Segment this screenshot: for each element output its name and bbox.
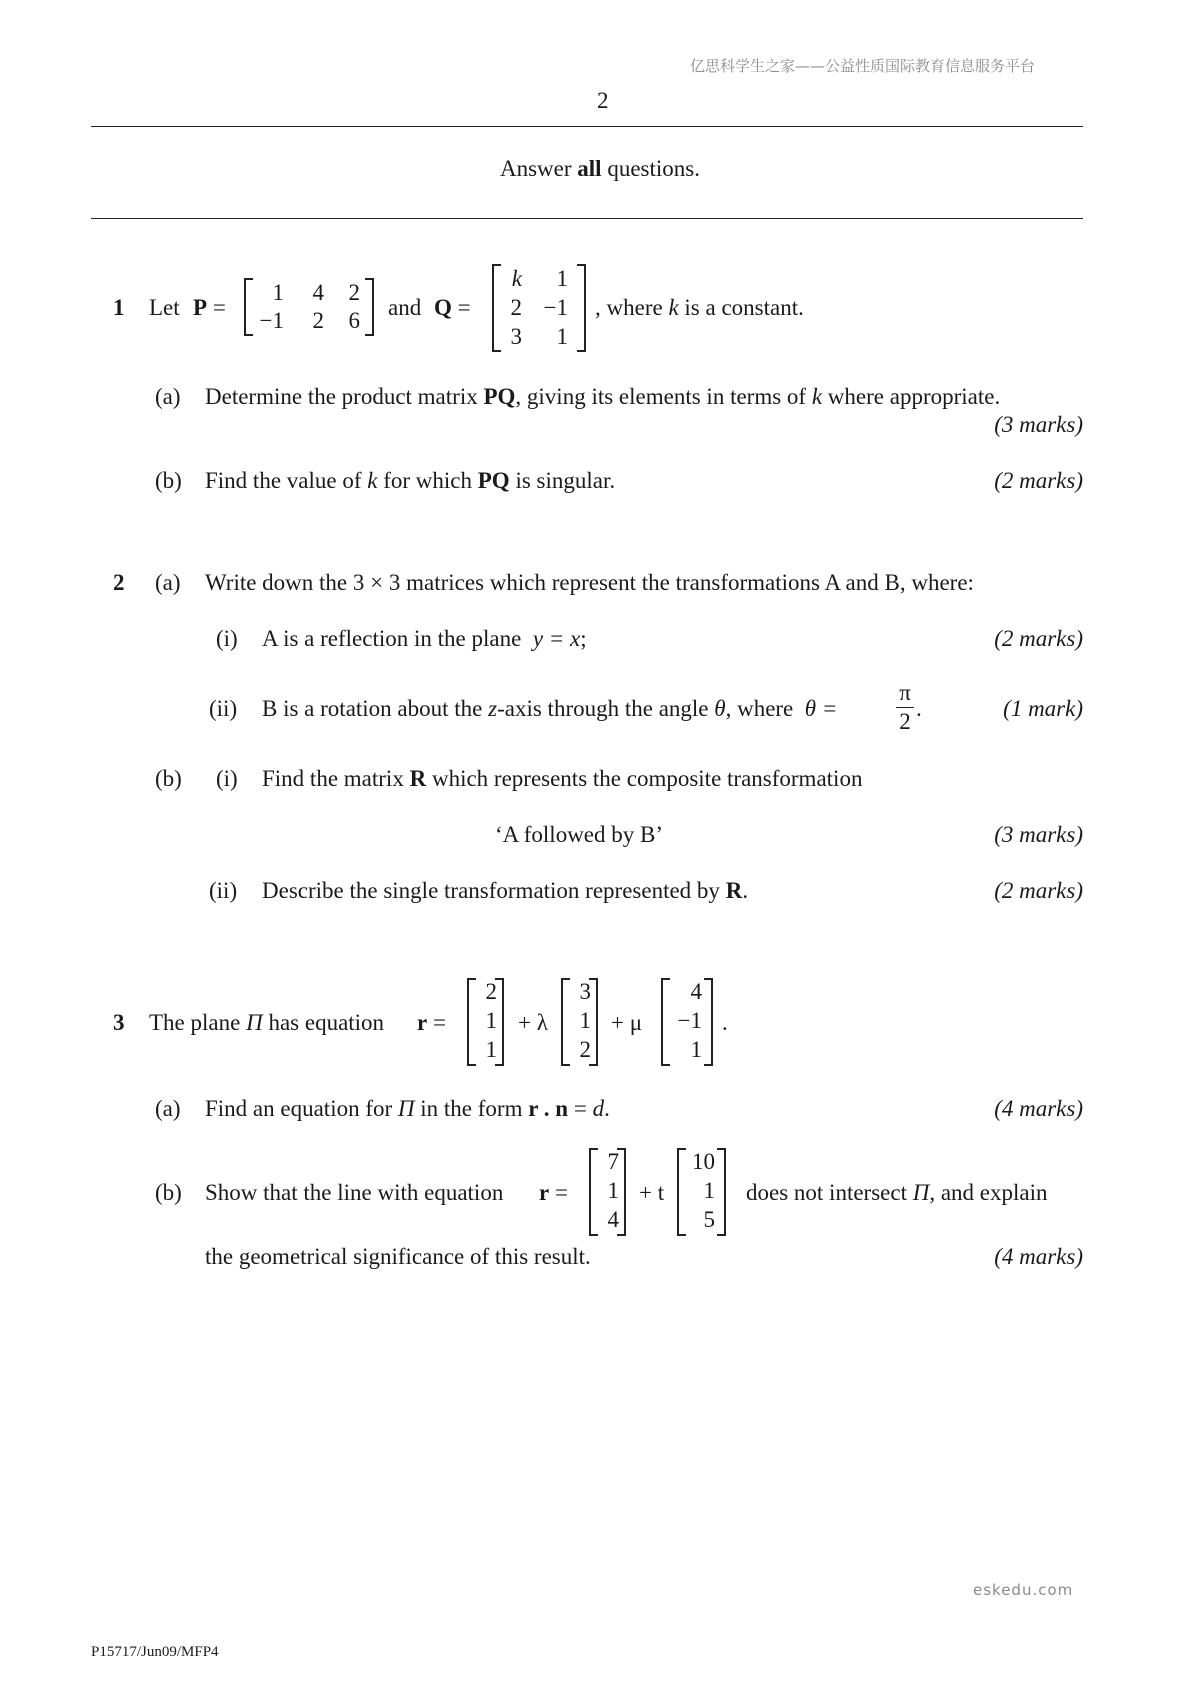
q3b-text2-a: does not intersect <box>746 1180 907 1205</box>
q1b-marks: (2 marks) <box>994 468 1083 493</box>
q3a-Pi: Π <box>397 1096 415 1121</box>
matrix-Q-cell: 1 <box>556 266 568 291</box>
q1-where <box>595 295 804 321</box>
q3-vector-3-cell: −1 <box>677 1008 702 1033</box>
matrix-Q-cell: −1 <box>543 295 568 320</box>
q3-text <box>149 1010 384 1036</box>
q2bi-label: (i) <box>216 766 238 791</box>
header-watermark: 亿思科学生之家——公益性质国际教育信息服务平台 <box>690 57 1036 75</box>
q3b-vector-2-cell: 5 <box>703 1207 715 1232</box>
q1a-text2: , giving its elements in terms of <box>515 384 807 409</box>
q2aii-dot: . <box>916 696 922 721</box>
q2aii-text2: -axis through the angle <box>497 696 709 721</box>
q3a-text <box>205 1096 610 1122</box>
q2a-text: Write down the 3 × 3 matrices which represent the transformations A and B, where: <box>205 570 974 595</box>
q2aii-theta: θ <box>714 696 726 721</box>
q3b-vector-1-cell: 4 <box>607 1207 619 1232</box>
q3b-text2 <box>746 1180 1048 1206</box>
q2aii-z: z <box>488 696 498 721</box>
q3a-eq: = <box>573 1096 587 1121</box>
q3a-label: (a) <box>155 1096 181 1121</box>
q3-vector-1 <box>467 978 504 1066</box>
q1-k: k <box>668 295 679 320</box>
q3-vector-1-cell: 2 <box>485 979 497 1004</box>
instruction <box>500 156 700 182</box>
q2aii-fraction <box>896 680 914 735</box>
q3b-vector-2-cell: 10 <box>692 1149 715 1174</box>
q1a-marks: (3 marks) <box>994 412 1083 437</box>
q1-Q-eq: = <box>457 295 471 320</box>
q1-P <box>193 295 226 321</box>
q3b-Pi: Π <box>912 1180 930 1205</box>
q2aii-marks: (1 mark) <box>1003 696 1083 721</box>
q2bii-dot: . <box>742 878 749 903</box>
q2aii-text3: , where <box>725 696 794 721</box>
q3b-vector-1-cell: 1 <box>607 1178 619 1203</box>
q2bi-text2: which represents the composite transformation <box>431 766 863 791</box>
footer-site: eskedu.com <box>973 1581 1074 1599</box>
q3b-line2: the geometrical significance of this result. <box>205 1244 591 1269</box>
matrix-P-cell: 6 <box>348 308 360 333</box>
q2ai-semi: ; <box>580 626 587 651</box>
q2ai-marks: (2 marks) <box>994 626 1083 651</box>
q3a-d: d <box>592 1096 605 1121</box>
q3-vector-1-cell: 1 <box>485 1008 497 1033</box>
instruction-rule <box>91 218 1083 219</box>
q3-has: has equation <box>268 1010 385 1035</box>
q2aii-fraction-line <box>896 707 914 708</box>
q3-vector-3 <box>661 978 713 1066</box>
q3b-vector-1-cell: 7 <box>607 1149 619 1174</box>
q3-r-eq: = <box>432 1010 446 1035</box>
q1-constant: is a constant. <box>684 295 804 320</box>
matrix-P-cell: 2 <box>312 308 324 333</box>
q3-plus-lambda: + λ <box>518 1010 548 1035</box>
q3-vector-3-left-bracket <box>661 978 670 1066</box>
q3b-text1: Show that the line with equation <box>205 1180 504 1205</box>
q3b-label: (b) <box>155 1180 182 1205</box>
q2bi-bold: R <box>409 766 427 791</box>
q2bii-bold: R <box>725 878 743 903</box>
q2bii-text <box>262 878 748 904</box>
q1-where-text: , where <box>595 295 663 320</box>
q1b-text <box>205 468 615 494</box>
q3b-marks: (4 marks) <box>994 1244 1083 1269</box>
q1-P-label: P <box>193 295 208 320</box>
q3b-r-label: r <box>539 1180 550 1205</box>
q3-vector-3-cell: 4 <box>690 979 702 1004</box>
q3a-marks: (4 marks) <box>994 1096 1083 1121</box>
q2ai-text1: A is a reflection in the plane <box>262 626 522 651</box>
instruction-prefix: Answer <box>500 156 578 181</box>
q1a-text <box>205 384 1000 410</box>
q1a-text3: where appropriate. <box>827 384 1001 409</box>
q3-number: 3 <box>113 1010 125 1035</box>
q1a-label: (a) <box>155 384 181 409</box>
matrix-P-cell: 4 <box>312 280 324 305</box>
q1a-text1: Determine the product matrix <box>205 384 478 409</box>
matrix-P-cell: 2 <box>348 280 360 305</box>
q3-r <box>417 1010 446 1036</box>
q1-Q-label: Q <box>434 295 452 320</box>
q3-text1: The plane <box>149 1010 241 1035</box>
q3b-vector-2-cell: 1 <box>703 1178 715 1203</box>
q1b-label: (b) <box>155 468 182 493</box>
q2aii-denominator: 2 <box>899 709 911 734</box>
q1b-bold: PQ <box>477 468 510 493</box>
q1-Q <box>434 295 471 321</box>
matrix-P-left-bracket <box>244 278 253 336</box>
q2ai-label: (i) <box>216 626 238 651</box>
matrix-Q <box>492 264 586 352</box>
matrix-Q-cell: 3 <box>510 324 522 349</box>
q2a-label: (a) <box>155 570 181 595</box>
matrix-Q-cell: 1 <box>556 324 568 349</box>
q3b-vector-1 <box>589 1148 626 1236</box>
q3-vector-2-cell: 3 <box>579 979 591 1004</box>
instruction-suffix: questions. <box>601 156 700 181</box>
q2ai-eq: y = x <box>532 626 581 651</box>
q1b-k: k <box>367 468 378 493</box>
q3-vector-2-cell: 2 <box>579 1037 591 1062</box>
matrix-P-cell: −1 <box>259 308 284 333</box>
q3-r-label: r <box>417 1010 428 1035</box>
q1-and: and <box>388 295 422 320</box>
q1-number: 1 <box>113 295 125 320</box>
q2ai-text <box>262 626 587 652</box>
q2b-label: (b) <box>155 766 182 791</box>
q2bi-text <box>262 766 862 792</box>
q2aii-theta-eq: θ = <box>804 696 838 721</box>
matrix-Q-right-bracket <box>577 264 586 352</box>
matrix-P-cell: 1 <box>272 280 284 305</box>
q3-vector-3-cell: 1 <box>690 1037 702 1062</box>
q3a-text2: in the form <box>420 1096 523 1121</box>
q3-plus-mu: + μ <box>611 1010 643 1035</box>
q2-number: 2 <box>113 570 125 595</box>
instruction-bold: all <box>577 156 602 181</box>
q2bi-marks: (3 marks) <box>994 822 1083 847</box>
q1b-text2: for which <box>383 468 472 493</box>
q3-vector-1-cell: 1 <box>485 1037 497 1062</box>
top-rule <box>91 126 1083 127</box>
q3b-plus-t: + t <box>639 1180 665 1205</box>
q3b-vector-2 <box>677 1148 726 1236</box>
q2aii-text <box>262 696 837 722</box>
matrix-Q-cell: 2 <box>510 295 522 320</box>
q3b-r-eq: = <box>554 1180 568 1205</box>
footer-code: P15717/Jun09/MFP4 <box>91 1644 219 1660</box>
q2bii-marks: (2 marks) <box>994 878 1083 903</box>
q3a-text1: Find an equation for <box>205 1096 393 1121</box>
matrix-P <box>244 278 374 336</box>
q2aii-text1: B is a rotation about the <box>262 696 483 721</box>
q3-dot: . <box>722 1010 728 1035</box>
q1a-bold: PQ <box>483 384 516 409</box>
q1b-text3: is singular. <box>515 468 616 493</box>
matrix-P-right-bracket <box>365 278 374 336</box>
q3-vector-2-cell: 1 <box>579 1008 591 1033</box>
q3a-form: r . n <box>528 1096 569 1121</box>
q1b-text1: Find the value of <box>205 468 362 493</box>
q3b-text3: , and explain <box>929 1180 1048 1205</box>
q3b-r <box>539 1180 568 1206</box>
q3a-dot: . <box>604 1096 610 1121</box>
q2aii-label: (ii) <box>209 696 238 721</box>
q3-vector-3-right-bracket <box>704 978 713 1066</box>
matrix-Q-cell: k <box>511 266 522 291</box>
q2aii-numerator: π <box>899 680 911 705</box>
q1-let: Let <box>149 295 180 320</box>
q3b-vector-2-right-bracket <box>717 1148 726 1236</box>
q3-Pi: Π <box>246 1010 263 1035</box>
q2bi-text1: Find the matrix <box>262 766 404 791</box>
q2bi-quote: ‘A followed by B’ <box>495 822 664 847</box>
q2bii-label: (ii) <box>209 878 238 903</box>
q3-vector-2 <box>561 978 598 1066</box>
q1-P-eq: = <box>212 295 226 320</box>
q2bii-text1: Describe the single transformation represented by <box>262 878 720 903</box>
q1a-k: k <box>811 384 823 409</box>
page-number: 2 <box>597 88 609 113</box>
